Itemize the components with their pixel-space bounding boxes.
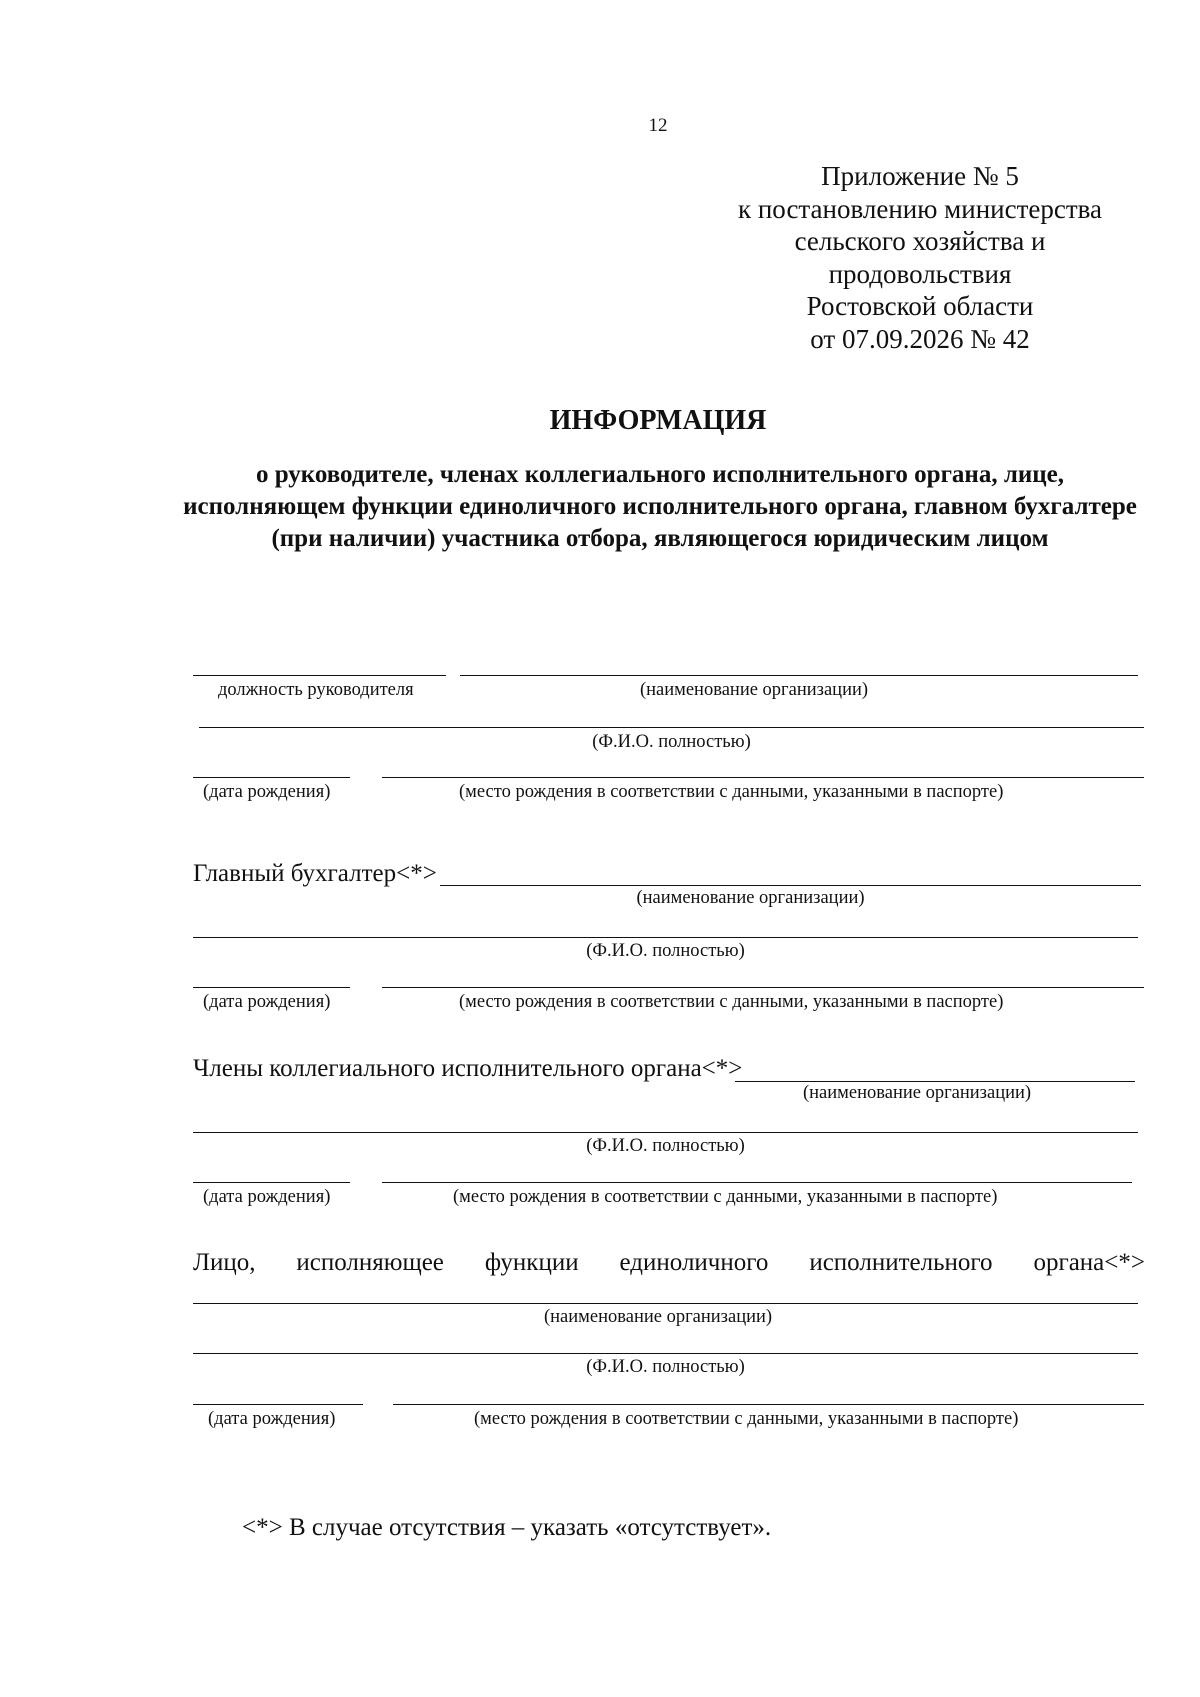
label-word: единоличного bbox=[619, 1249, 769, 1276]
birth-date-field-line[interactable] bbox=[193, 777, 350, 778]
appendix-line: к постановлению министерства bbox=[737, 193, 1103, 224]
label-word: органа<*> bbox=[1033, 1249, 1145, 1276]
birth-date-caption: (дата рождения) bbox=[203, 782, 331, 802]
org-name-caption: (наименование организации) bbox=[639, 680, 869, 700]
label-word: исполняющее bbox=[296, 1249, 444, 1276]
birth-date-caption: (дата рождения) bbox=[208, 1409, 336, 1429]
full-name-caption: (Ф.И.О. полностью) bbox=[592, 732, 751, 752]
org-name-caption: (наименование организации) bbox=[636, 888, 865, 908]
chief-accountant-label: Главный бухгалтер<*> bbox=[193, 860, 437, 887]
position-field-line[interactable] bbox=[193, 675, 446, 676]
birth-place-field-line[interactable] bbox=[382, 987, 1144, 988]
birth-date-field-line[interactable] bbox=[193, 987, 350, 988]
full-name-caption: (Ф.И.О. полностью) bbox=[586, 1357, 745, 1377]
board-members-label: Члены коллегиального исполнительного органа<*> bbox=[193, 1055, 743, 1082]
appendix-line: Ростовской области bbox=[806, 291, 1034, 321]
appendix-line: Приложение № 5 bbox=[821, 161, 1019, 191]
birth-date-caption: (дата рождения) bbox=[203, 1187, 331, 1207]
full-name-caption: (Ф.И.О. полностью) bbox=[586, 1136, 745, 1156]
org-name-field-line[interactable] bbox=[193, 1303, 1138, 1304]
org-name-caption: (наименование организации) bbox=[803, 1083, 1032, 1103]
birth-date-caption: (дата рождения) bbox=[203, 992, 331, 1012]
page-number: 12 bbox=[648, 115, 668, 136]
birth-place-field-line[interactable] bbox=[393, 1404, 1144, 1405]
appendix-line: от 07.09.2026 № 42 bbox=[810, 323, 1030, 354]
document-title: ИНФОРМАЦИЯ bbox=[549, 405, 767, 436]
birth-place-caption: (место рождения в соответствии с данными, указанными в паспорте) bbox=[474, 1409, 1019, 1429]
org-name-field-line[interactable] bbox=[735, 1081, 1135, 1082]
full-name-field-line[interactable] bbox=[193, 1353, 1138, 1354]
org-name-field-line[interactable] bbox=[460, 675, 1138, 676]
label-word: исполнительного bbox=[809, 1249, 993, 1276]
birth-place-caption: (место рождения в соответствии с данными, указанными в паспорте) bbox=[453, 1187, 998, 1207]
label-word: функции bbox=[484, 1249, 579, 1276]
full-name-field-line[interactable] bbox=[193, 937, 1138, 938]
label-word: Лицо, bbox=[193, 1249, 256, 1276]
birth-date-field-line[interactable] bbox=[193, 1404, 363, 1405]
sole-executive-label bbox=[193, 1249, 1145, 1277]
birth-place-caption: (место рождения в соответствии с данными, указанными в паспорте) bbox=[459, 992, 1004, 1012]
birth-date-field-line[interactable] bbox=[193, 1182, 350, 1183]
birth-place-field-line[interactable] bbox=[382, 777, 1144, 778]
position-caption: должность руководителя bbox=[218, 680, 414, 700]
appendix-line: сельского хозяйства и bbox=[794, 226, 1046, 256]
org-name-caption: (наименование организации) bbox=[544, 1307, 773, 1327]
full-name-field-line[interactable] bbox=[199, 727, 1144, 728]
document-subtitle: о руководителе, членах коллегиального исполнительного органа, лице, исполняющем функции единоличного исполнительного органа, главном бухгалтере (при наличии) участника отбора, являющегося юридическим лицом bbox=[183, 461, 1137, 552]
full-name-caption: (Ф.И.О. полностью) bbox=[586, 941, 745, 961]
org-name-field-line[interactable] bbox=[440, 885, 1141, 886]
footnote: <*> В случае отсутствия – указать «отсутствует». bbox=[242, 1514, 772, 1541]
full-name-field-line[interactable] bbox=[193, 1132, 1138, 1133]
appendix-line: продовольствия bbox=[828, 258, 1012, 289]
appendix-block bbox=[700, 160, 1140, 355]
birth-place-caption: (место рождения в соответствии с данными, указанными в паспорте) bbox=[459, 782, 1004, 802]
birth-place-field-line[interactable] bbox=[382, 1182, 1132, 1183]
